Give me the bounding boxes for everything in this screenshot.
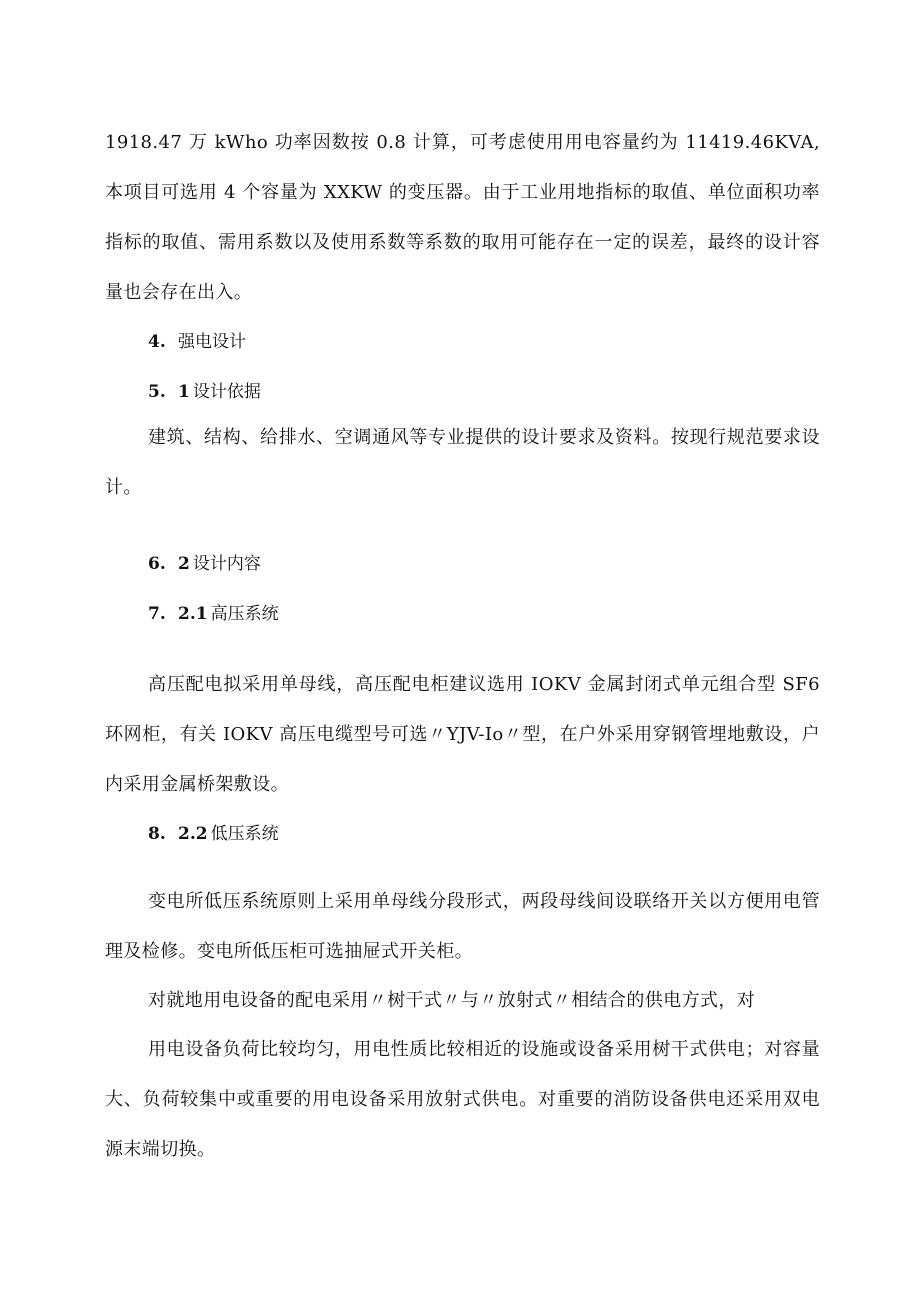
heading-title: 高压系统 xyxy=(210,604,279,624)
heading-section-5 xyxy=(148,380,261,404)
heading-subnumber: 1 xyxy=(178,382,190,402)
heading-section-7 xyxy=(148,602,279,626)
paragraph-high-voltage: 高压配电拟采用单母线，高压配电柜建议选用 IOKV 金属封闭式单元组合型 SF6 环网柜，有关 IOKV 高压电缆型号可选〃YJV-Io〃型，在户外采用穿钢管埋地敷设，户内采用金属桥架敷设。 xyxy=(105,674,820,795)
paragraph-supply-method: 对就地用电设备的配电采用〃树干式〃与〃放射式〃相结合的供电方式，对 xyxy=(148,990,756,1011)
heading-subnumber: 2 xyxy=(178,554,190,574)
paragraph-low-voltage: 变电所低压系统原则上采用单母线分段形式，两段母线间设联络开关以方便用电管理及检修。变电所低压柜可选抽屉式开关柜。 xyxy=(105,891,820,962)
heading-title: 低压系统 xyxy=(210,824,279,844)
heading-number: 7. xyxy=(148,604,166,624)
heading-section-4 xyxy=(148,330,246,354)
heading-section-6 xyxy=(148,552,261,576)
heading-subnumber: 2.2 xyxy=(178,824,208,844)
heading-subnumber: 2.1 xyxy=(178,604,208,624)
heading-section-8 xyxy=(148,822,279,846)
heading-title: 设计内容 xyxy=(192,554,261,574)
heading-title: 强电设计 xyxy=(178,332,246,352)
paragraph-capacity-intro: 1918.47 万 kWho 功率因数按 0.8 计算，可考虑使用用电容量约为 11419.46KVA,本项目可选用 4 个容量为 XXKW 的变压器。由于工业用地指标的取值、单位面积功率指标的取值、需用系数以及使用系数等系数的取用可能存在一定的误差，最终的设计容量也会存在出入。 xyxy=(105,132,820,303)
paragraph-equipment-supply: 用电设备负荷比较均匀，用电性质比较相近的设施或设备采用树干式供电；对容量大、负荷较集中或重要的用电设备采用放射式供电。对重要的消防设备供电还采用双电源末端切换。 xyxy=(105,1039,820,1160)
heading-number: 6. xyxy=(148,554,166,574)
heading-number: 8. xyxy=(148,824,166,844)
paragraph-design-basis: 建筑、结构、给排水、空调通风等专业提供的设计要求及资料。按现行规范要求设计。 xyxy=(105,427,820,498)
heading-number: 5. xyxy=(148,382,166,402)
heading-number: 4. xyxy=(148,332,166,352)
heading-title: 设计依据 xyxy=(192,382,261,402)
